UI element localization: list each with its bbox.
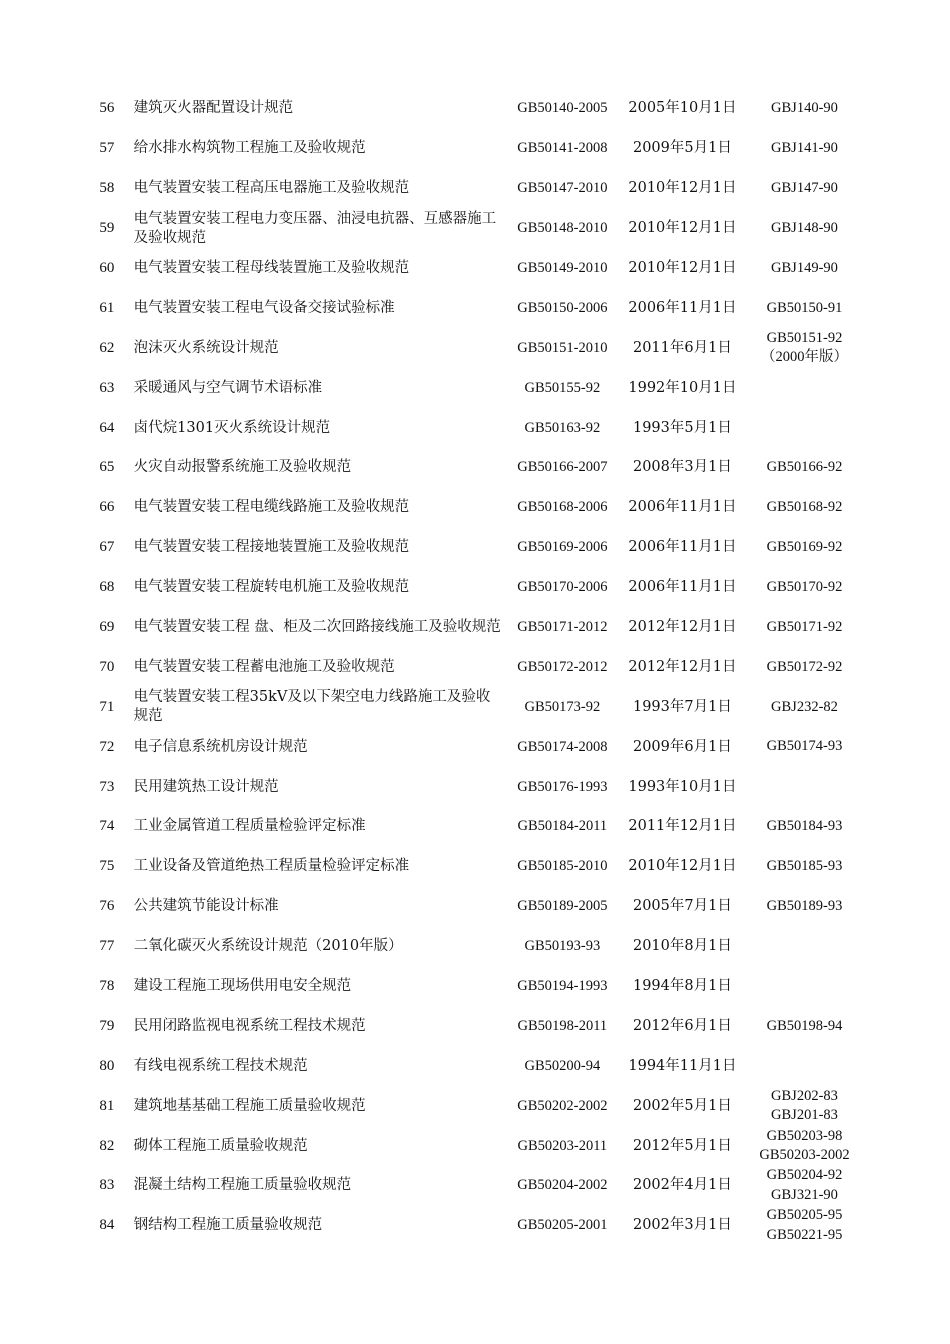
table-row — [86, 847, 866, 887]
replaced-standard — [743, 259, 866, 279]
table-row — [86, 448, 866, 488]
replaced-standard-code: GBJ149-90 — [771, 259, 838, 276]
standard-code: GB50194-1993 — [517, 978, 608, 995]
standard-code: GB50141-2008 — [517, 140, 608, 157]
standard-code: GB50173-92 — [524, 698, 601, 715]
standard-code: GB50147-2010 — [517, 180, 608, 197]
replaced-standard — [743, 698, 866, 718]
row-number: 76 — [99, 898, 115, 915]
replaced-standard — [743, 618, 866, 638]
table-row — [86, 1206, 866, 1246]
standard-code: GB50200-94 — [524, 1057, 601, 1074]
table-row — [86, 1046, 866, 1086]
replaced-standard-code: GB50203-98 — [766, 1127, 843, 1144]
row-number: 79 — [99, 1017, 115, 1034]
table-row — [86, 967, 866, 1007]
replaced-standard — [743, 538, 866, 558]
replaced-standard-code: GB50166-92 — [766, 459, 843, 476]
standard-code: GB50205-2001 — [517, 1217, 608, 1234]
replaced-standard-code: GB50169-92 — [766, 538, 843, 555]
table-row — [86, 568, 866, 608]
effective-date: 2012年12月1日 — [628, 658, 737, 675]
standard-name: 电气装置安装工程母线装置施工及验收规范 — [133, 260, 410, 276]
row-number: 66 — [99, 499, 115, 516]
standards-table — [86, 89, 866, 1246]
replaced-standard-code: GB50168-92 — [766, 499, 843, 516]
effective-date: 2012年6月1日 — [632, 1017, 732, 1034]
standard-code: GB50149-2010 — [517, 260, 608, 276]
standard-name: 工业金属管道工程质量检验评定标准 — [133, 818, 366, 835]
standard-code: GB50150-2006 — [517, 299, 608, 316]
standard-name: 电气装置安装工程接地装置施工及验收规范 — [133, 539, 410, 556]
standard-code: GB50193-93 — [524, 938, 601, 955]
effective-date: 2011年12月1日 — [628, 818, 737, 835]
replaced-standard-code: GB50185-93 — [766, 858, 843, 875]
standard-code: GB50163-92 — [524, 419, 601, 436]
table-row — [86, 727, 866, 767]
table-row — [86, 129, 866, 169]
row-number: 80 — [99, 1057, 115, 1074]
replaced-standard — [743, 329, 866, 368]
replaced-standard-code: GBJ232-82 — [771, 698, 838, 715]
row-number: 65 — [99, 459, 115, 476]
standard-name: 给水排水构筑物工程施工及验收规范 — [133, 140, 366, 157]
standard-name: 建设工程施工现场供用电安全规范 — [133, 978, 352, 995]
replaced-standard-code: GB50204-92 — [766, 1167, 843, 1184]
replaced-standard — [743, 737, 866, 757]
effective-date: 2002年3月1日 — [632, 1217, 732, 1234]
effective-date: 2011年6月1日 — [632, 339, 732, 356]
effective-date: 2008年3月1日 — [632, 459, 732, 476]
standard-name: 砌体工程施工质量验收规范 — [133, 1137, 308, 1154]
table-row — [86, 328, 866, 368]
replaced-standard-code: GB50205-95 — [766, 1207, 843, 1224]
effective-date: 2010年12月1日 — [628, 180, 737, 197]
table-row — [86, 687, 866, 727]
standard-name: 采暖通风与空气调节术语标准 — [133, 379, 323, 396]
standard-name: 钢结构工程施工质量验收规范 — [133, 1217, 323, 1234]
row-number: 83 — [99, 1177, 115, 1194]
row-number: 82 — [99, 1137, 115, 1154]
row-number: 73 — [99, 778, 115, 795]
replaced-standard-code: GB50184-93 — [766, 818, 843, 835]
replaced-standard — [743, 817, 866, 837]
row-number: 75 — [99, 858, 115, 875]
replaced-standard-code: GBJ148-90 — [771, 219, 838, 236]
standard-name: 工业设备及管道绝热工程质量检验评定标准 — [133, 858, 410, 875]
effective-date: 2009年6月1日 — [632, 738, 732, 755]
effective-date: 2009年5月1日 — [632, 140, 732, 157]
table-row — [86, 408, 866, 448]
row-number: 81 — [99, 1097, 115, 1114]
table-row — [86, 249, 866, 289]
table-row — [86, 368, 866, 408]
effective-date: 2002年4月1日 — [632, 1177, 732, 1194]
replaced-standard — [743, 857, 866, 877]
standard-code: GB50148-2010 — [517, 220, 608, 237]
effective-date: 2006年11月1日 — [628, 499, 737, 516]
replaced-standard-code: GB50170-92 — [766, 578, 843, 595]
replaced-standard-code: GB50150-91 — [766, 299, 843, 316]
replaced-standard-code: GB50151-92 — [766, 329, 843, 346]
replaced-standard — [743, 578, 866, 598]
standard-code: GB50171-2012 — [517, 619, 608, 636]
row-number: 67 — [99, 539, 115, 556]
row-number: 59 — [99, 220, 115, 237]
standard-name: 火灾自动报警系统施工及验收规范 — [133, 459, 352, 476]
replaced-standard-code: GB50221-95 — [766, 1226, 843, 1243]
table-row — [86, 1006, 866, 1046]
standard-name: 电气装置安装工程电缆线路施工及验收规范 — [133, 499, 410, 516]
row-number: 77 — [99, 938, 115, 955]
standard-code: GB50198-2011 — [517, 1017, 608, 1034]
standard-code: GB50166-2007 — [517, 459, 608, 476]
replaced-standard — [743, 658, 866, 678]
replaced-standard — [743, 299, 866, 319]
row-number: 56 — [99, 100, 115, 117]
row-number: 64 — [99, 419, 115, 436]
replaced-standard-code: GB50198-94 — [766, 1017, 843, 1034]
standard-name: 电气装置安装工程电力变压器、油浸电抗器、互感器施工及验收规范 — [133, 210, 497, 246]
table-row — [86, 927, 866, 967]
standard-code: GB50169-2006 — [517, 539, 608, 556]
effective-date: 2010年12月1日 — [628, 858, 737, 875]
standard-code: GB50174-2008 — [517, 738, 608, 755]
standard-name: 二氧化碳灭火系统设计规范（2010年版） — [133, 938, 403, 955]
standard-name: 电气装置安装工程电气设备交接试验标准 — [133, 299, 395, 316]
standard-name: 建筑地基基础工程施工质量验收规范 — [133, 1097, 366, 1114]
standard-name: 有线电视系统工程技术规范 — [133, 1057, 308, 1074]
effective-date: 2005年10月1日 — [628, 100, 737, 117]
standard-name: 混凝土结构工程施工质量验收规范 — [133, 1177, 352, 1194]
standard-name: 泡沫灭火系统设计规范 — [133, 339, 279, 356]
standard-name: 民用闭路监视电视系统工程技术规范 — [133, 1017, 366, 1034]
effective-date: 1993年10月1日 — [628, 778, 737, 795]
row-number: 60 — [99, 260, 115, 276]
effective-date: 2010年12月1日 — [628, 260, 737, 276]
standard-name: 电气装置安装工程蓄电池施工及验收规范 — [133, 658, 395, 675]
replaced-standard-code: （2000年版） — [760, 349, 848, 366]
replaced-standard — [743, 458, 866, 478]
table-row — [86, 209, 866, 249]
standard-code: GB50202-2002 — [517, 1097, 608, 1114]
row-number: 58 — [99, 180, 115, 197]
effective-date: 1994年11月1日 — [628, 1057, 737, 1074]
effective-date: 2006年11月1日 — [628, 539, 737, 556]
row-number: 62 — [99, 339, 115, 356]
effective-date: 1992年10月1日 — [628, 379, 737, 396]
replaced-standard — [743, 179, 866, 199]
standard-name: 电气装置安装工程 盘、柜及二次回路接线施工及验收规范 — [133, 619, 501, 636]
row-number: 68 — [99, 579, 115, 596]
standard-code: GB50170-2006 — [517, 579, 608, 596]
replaced-standard-code: GBJ140-90 — [771, 100, 838, 117]
table-row — [86, 1166, 866, 1206]
table-row — [86, 488, 866, 528]
effective-date: 2012年12月1日 — [628, 619, 737, 636]
effective-date: 2012年5月1日 — [632, 1137, 732, 1154]
table-row — [86, 767, 866, 807]
row-number: 70 — [99, 658, 115, 675]
replaced-standard — [743, 1087, 866, 1126]
replaced-standard-code: GBJ147-90 — [771, 179, 838, 196]
row-number: 74 — [99, 818, 115, 835]
effective-date: 2005年7月1日 — [632, 898, 732, 915]
standard-code: GB50140-2005 — [517, 100, 608, 117]
effective-date: 1993年5月1日 — [632, 419, 732, 436]
effective-date: 2010年8月1日 — [632, 938, 732, 955]
standard-code: GB50189-2005 — [517, 898, 608, 915]
replaced-standard-code: GBJ321-90 — [771, 1186, 838, 1203]
effective-date: 2006年11月1日 — [628, 579, 737, 596]
standard-code: GB50155-92 — [524, 379, 601, 396]
effective-date: 1994年8月1日 — [632, 978, 732, 995]
standard-name: 卤代烷1301灭火系统设计规范 — [133, 419, 331, 436]
table-row — [86, 887, 866, 927]
replaced-standard-code: GBJ202-83 — [771, 1087, 838, 1104]
replaced-standard — [743, 219, 866, 239]
row-number: 78 — [99, 978, 115, 995]
standard-code: GB50185-2010 — [517, 858, 608, 875]
row-number: 63 — [99, 379, 115, 396]
standard-name: 电气装置安装工程35kV及以下架空电力线路施工及验收规范 — [133, 689, 491, 725]
effective-date: 2006年11月1日 — [628, 299, 737, 316]
replaced-standard-code: GBJ141-90 — [771, 140, 838, 157]
replaced-standard — [743, 99, 866, 119]
row-number: 61 — [99, 299, 115, 316]
standard-code: GB50184-2011 — [517, 818, 608, 835]
standard-code: GB50168-2006 — [517, 499, 608, 516]
replaced-standard-code: GB50172-92 — [766, 658, 843, 675]
standard-code: GB50176-1993 — [517, 778, 608, 795]
replaced-standard — [743, 1127, 866, 1166]
replaced-standard-code: GB50174-93 — [766, 738, 843, 755]
replaced-standard — [743, 1166, 866, 1205]
standard-name: 建筑灭火器配置设计规范 — [133, 100, 294, 117]
standard-code: GB50204-2002 — [517, 1177, 608, 1194]
table-row — [86, 1086, 866, 1126]
replaced-standard-code: GB50203-2002 — [759, 1147, 850, 1164]
effective-date: 2010年12月1日 — [628, 220, 737, 237]
row-number: 84 — [99, 1217, 115, 1234]
table-row — [86, 608, 866, 648]
standard-name: 公共建筑节能设计标准 — [133, 898, 279, 915]
standard-name: 电气装置安装工程高压电器施工及验收规范 — [133, 180, 410, 197]
effective-date: 2002年5月1日 — [632, 1097, 732, 1114]
row-number: 72 — [99, 738, 115, 755]
table-row — [86, 1126, 866, 1166]
standard-name: 电气装置安装工程旋转电机施工及验收规范 — [133, 579, 410, 596]
row-number: 71 — [99, 698, 115, 715]
standard-code: GB50203-2011 — [517, 1137, 608, 1154]
replaced-standard — [743, 897, 866, 917]
table-row — [86, 807, 866, 847]
replaced-standard — [743, 139, 866, 159]
table-row — [86, 169, 866, 209]
standard-code: GB50151-2010 — [517, 339, 608, 356]
table-row — [86, 288, 866, 328]
table-row — [86, 89, 866, 129]
standard-code: GB50172-2012 — [517, 658, 608, 675]
replaced-standard — [743, 1206, 866, 1245]
standard-name: 电子信息系统机房设计规范 — [133, 738, 308, 755]
replaced-standard-code: GBJ201-83 — [771, 1107, 838, 1124]
replaced-standard-code: GB50189-93 — [766, 898, 843, 914]
standard-name: 民用建筑热工设计规范 — [133, 778, 279, 795]
table-row — [86, 528, 866, 568]
effective-date: 1993年7月1日 — [632, 698, 732, 715]
row-number: 69 — [99, 619, 115, 636]
replaced-standard — [743, 498, 866, 518]
replaced-standard — [743, 1017, 866, 1037]
row-number: 57 — [99, 140, 115, 157]
replaced-standard-code: GB50171-92 — [766, 618, 843, 635]
table-row — [86, 647, 866, 687]
